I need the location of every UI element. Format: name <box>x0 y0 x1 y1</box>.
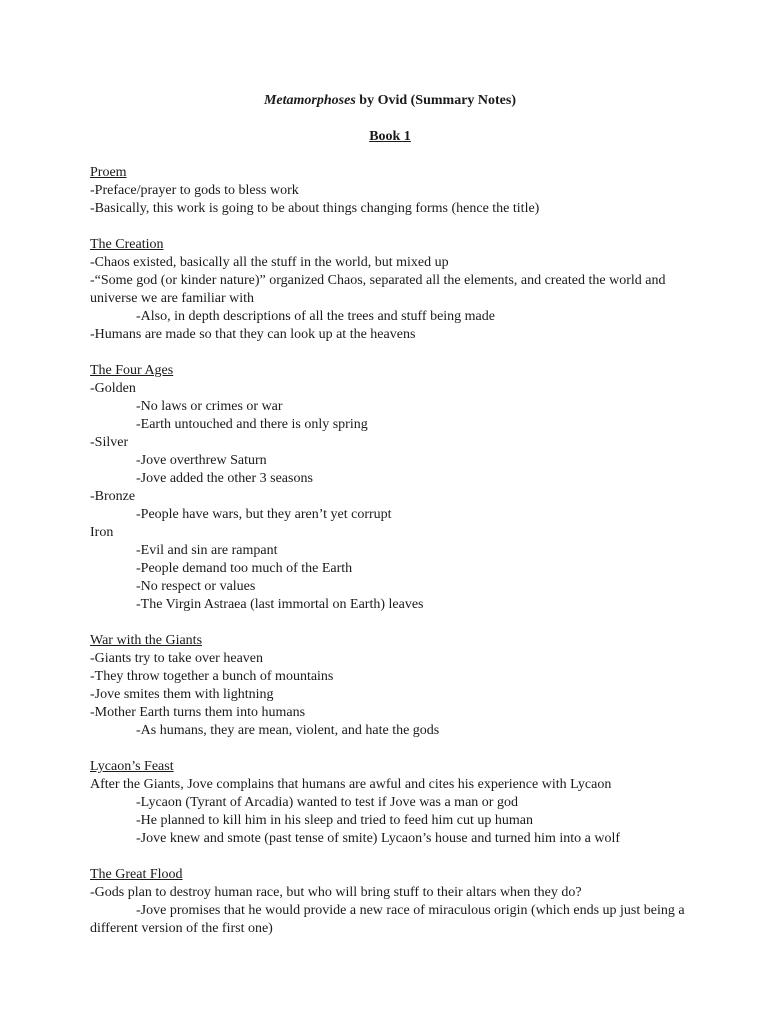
note-line: -Jove smites them with lightning <box>90 687 274 702</box>
note-line: -“Some god (or kinder nature)” organized Chaos, separated all the elements, and created the world and universe we are familiar with <box>90 273 666 306</box>
section-heading: Lycaon’s Feast <box>90 759 174 774</box>
sections-container <box>90 164 690 938</box>
indented-note-line: -The Virgin Astraea (last immortal on Earth) leaves <box>136 597 424 612</box>
section-heading: The Creation <box>90 237 164 252</box>
note-line: -Golden <box>90 381 136 396</box>
section-heading: The Great Flood <box>90 867 183 882</box>
note-line: -Basically, this work is going to be about things changing forms (hence the title) <box>90 201 540 216</box>
note-line: -They throw together a bunch of mountains <box>90 669 334 684</box>
indented-note-line: -Also, in depth descriptions of all the trees and stuff being made <box>136 309 495 324</box>
indented-note-line: -Jove added the other 3 seasons <box>136 471 313 486</box>
indented-note-line: -Jove knew and smote (past tense of smite) Lycaon’s house and turned him into a wolf <box>136 831 621 846</box>
indented-note-line: -Lycaon (Tyrant of Arcadia) wanted to test if Jove was a man or god <box>136 795 518 810</box>
section <box>90 164 690 218</box>
note-line: -Preface/prayer to gods to bless work <box>90 183 299 198</box>
section-heading: War with the Giants <box>90 633 203 648</box>
indented-note-line: -Evil and sin are rampant <box>136 543 278 558</box>
indented-note-line: -Earth untouched and there is only spring <box>136 417 368 432</box>
section-heading: The Four Ages <box>90 363 174 378</box>
indented-note-line: -No respect or values <box>136 579 256 594</box>
note-line: -Mother Earth turns them into humans <box>90 705 306 720</box>
section <box>90 758 690 848</box>
note-line: -Humans are made so that they can look up at the heavens <box>90 327 416 342</box>
indented-note-line: -As humans, they are mean, violent, and hate the gods <box>136 723 440 738</box>
note-line: -Chaos existed, basically all the stuff in the world, but mixed up <box>90 255 449 270</box>
note-line: -Giants try to take over heaven <box>90 651 263 666</box>
indented-note-line: -People demand too much of the Earth <box>136 561 353 576</box>
indented-note-line: -He planned to kill him in his sleep and tried to feed him cut up human <box>136 813 533 828</box>
note-line: -Silver <box>90 435 129 450</box>
work-title: Metamorphoses <box>263 93 356 108</box>
section <box>90 866 690 938</box>
indented-note-line: -Jove overthrew Saturn <box>136 453 267 468</box>
section <box>90 632 690 740</box>
document-page <box>90 92 690 938</box>
note-line: Iron <box>90 525 114 540</box>
title-rest: by Ovid (Summary Notes) <box>355 93 517 108</box>
section-heading: Proem <box>90 165 127 180</box>
note-line: After the Giants, Jove complains that humans are awful and cites his experience with Lycaon <box>90 777 612 792</box>
note-line: -Bronze <box>90 489 136 504</box>
document-title <box>90 92 690 110</box>
note-line: -Gods plan to destroy human race, but who will bring stuff to their altars when they do? <box>90 885 582 900</box>
section <box>90 362 690 614</box>
section <box>90 236 690 344</box>
indented-note-line: -Jove promises that he would provide a new race of miraculous origin (which ends up just being a different version of the first one) <box>90 903 685 936</box>
indented-note-line: -People have wars, but they aren’t yet corrupt <box>136 507 392 522</box>
book-heading: Book 1 <box>369 129 411 144</box>
indented-note-line: -No laws or crimes or war <box>136 399 283 414</box>
